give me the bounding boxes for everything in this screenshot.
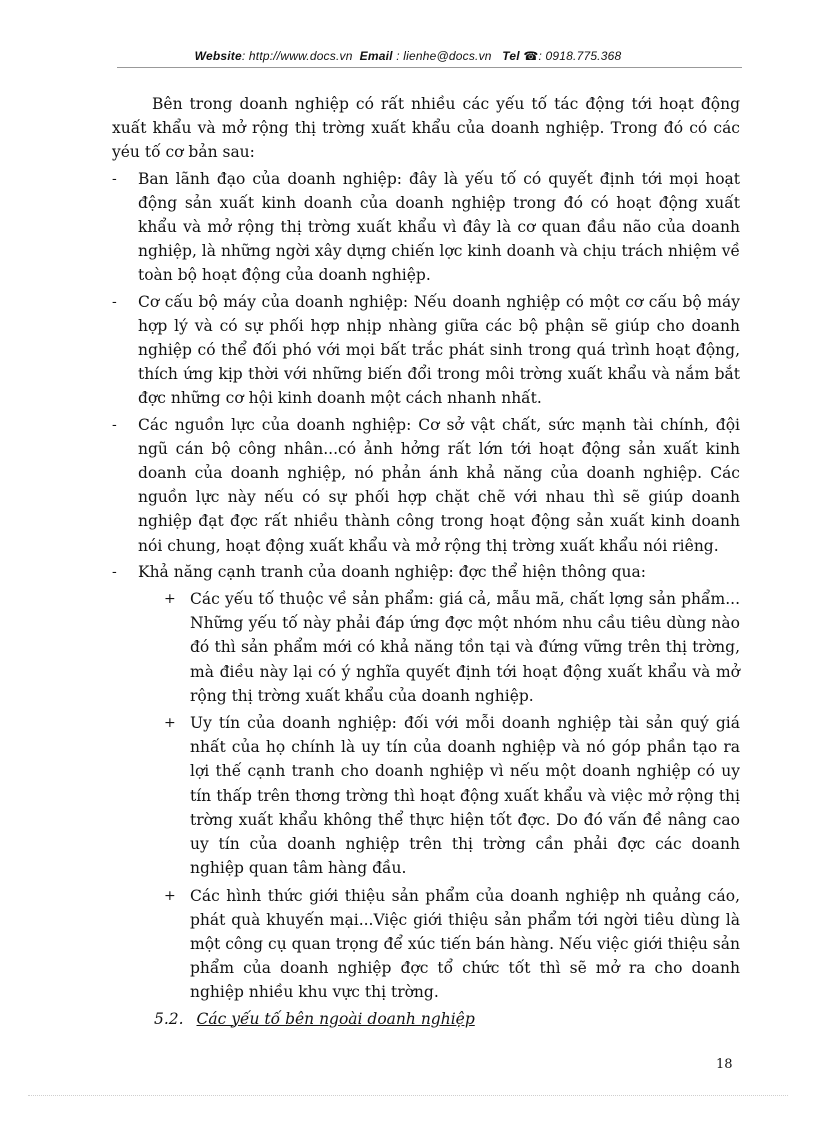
dash-list-item — [112, 560, 740, 584]
dash-list-item — [112, 290, 740, 411]
section-number: 5.2. — [154, 1009, 184, 1028]
dash-bullet: - — [112, 293, 117, 310]
footer-divider — [28, 1095, 788, 1096]
section-heading — [112, 1007, 740, 1031]
email-value: : lienhe@docs.vn — [396, 49, 492, 63]
dash-list-item — [112, 167, 740, 288]
dash-item-text: Cơ cấu bộ máy của doanh nghiệp: Nếu doanh nghiệp có một cơ cấu bộ máy hợp lý và có sự phối hợp nhịp nhàng giữa các bộ phận sẽ giúp cho doanh nghiệp có thể đối phó với mọi bất trắc phát sinh trong quá trình hoạt động, thích ứng kịp thời với những biến đổi trong môi trờng xuất khẩu và nắm bắt đợc những cơ hội kinh doanh một cách nhanh nhất. — [138, 292, 740, 408]
dash-list-item — [112, 413, 740, 558]
plus-bullet: + — [164, 715, 176, 732]
phone-icon: ☎ — [523, 49, 539, 63]
tel-label: Tel — [502, 49, 520, 63]
plus-bullet: + — [164, 887, 176, 904]
page-number: 18 — [716, 1057, 733, 1072]
plus-item-text: Các hình thức giới thiệu sản phẩm của doanh nghiệp nh quảng cáo, phát quà khuyến mại...Việc giới thiệu sản phẩm tới ngời tiêu dùng là một công cụ quan trọng để xúc tiến bán hàng. Nếu việc giới thiệu sản phẩm của doanh nghiệp đợc tổ chức tốt thì sẽ mở ra cho doanh nghiệp nhiều khu vực thị trờng. — [190, 886, 740, 1002]
header-divider — [117, 67, 742, 68]
plus-list-item — [112, 711, 740, 880]
website-value: : http://www.docs.vn — [241, 49, 353, 63]
document-body — [112, 92, 740, 1031]
dash-item-text: Khả năng cạnh tranh của doanh nghiệp: đợc thể hiện thông qua: — [138, 562, 646, 581]
email-label: Email — [359, 49, 393, 63]
page-header — [0, 49, 816, 63]
tel-value: : 0918.775.368 — [538, 49, 622, 63]
website-label: Website — [194, 49, 242, 63]
plus-list-item — [112, 884, 740, 1005]
dash-bullet: - — [112, 170, 117, 187]
plus-list-item — [112, 587, 740, 708]
intro-paragraph: Bên trong doanh nghiệp có rất nhiều các yếu tố tác động tới hoạt động xuất khẩu và mở rộng thị trờng xuất khẩu của doanh nghiệp. Trong đó có các yéu tố cơ bản sau: — [112, 95, 740, 162]
plus-bullet: + — [164, 591, 176, 608]
section-title: Các yếu tố bên ngoài doanh nghiệp — [196, 1009, 475, 1028]
dash-bullet: - — [112, 416, 117, 433]
dash-item-text: Ban lãnh đạo của doanh nghiệp: đây là yếu tố có quyết định tới mọi hoạt động sản xuất kinh doanh của doanh nghiệp trong đó có hoạt động xuất khẩu và mở rộng thị trờng xuất khẩu vì đây là cơ quan đầu não của doanh nghiệp, là những ngời xây dựng chiến lợc kinh doanh và chịu trách nhiệm về toàn bộ hoạt động của doanh nghiệp. — [138, 169, 740, 285]
plus-item-text: Uy tín của doanh nghiệp: đối với mỗi doanh nghiệp tài sản quý giá nhất của họ chính là uy tín của doanh nghiệp và nó góp phần tạo ra lợi thế cạnh tranh cho doanh nghiệp vì nếu một doanh nghiệp có uy tín thấp trên thơng trờng thì hoạt động xuất khẩu và việc mở rộng thị trờng xuất khẩu không thể thực hiện tốt đợc. Do đó vấn đề nâng cao uy tín của doanh nghiệp trên thị trờng cần phải đợc các doanh nghiệp quan tâm hàng đầu. — [190, 714, 740, 878]
plus-item-text: Các yếu tố thuộc về sản phẩm: giá cả, mẫu mã, chất lợng sản phẩm... Những yếu tố này phải đáp ứng đợc một nhóm nhu cầu tiêu dùng nào đó thì sản phẩm mới có khả năng tồn tại và đứng vững trên thị trờng, mà điều này lại có ý nghĩa quyết định tới hoạt động xuất khẩu và mở rộng thị trờng xuất khẩu của doanh nghiệp. — [190, 590, 740, 705]
dash-item-text: Các nguồn lực của doanh nghiệp: Cơ sở vật chất, sức mạnh tài chính, đội ngũ cán bộ công nhân...có ảnh hởng rất lớn tới hoạt động sản xuất kinh doanh của doanh nghiệp, nó phản ánh khả năng của doanh nghiệp. Các nguồn lực này nếu có sự phối hợp chặt chẽ với nhau thì sẽ giúp doanh nghiệp đạt đợc rất nhiều thành công trong hoạt động sản xuất kinh doanh nói chung, hoạt động xuất khẩu và mở rộng thị trờng xuất khẩu nói riêng. — [138, 415, 740, 555]
dash-bullet: - — [112, 563, 117, 580]
